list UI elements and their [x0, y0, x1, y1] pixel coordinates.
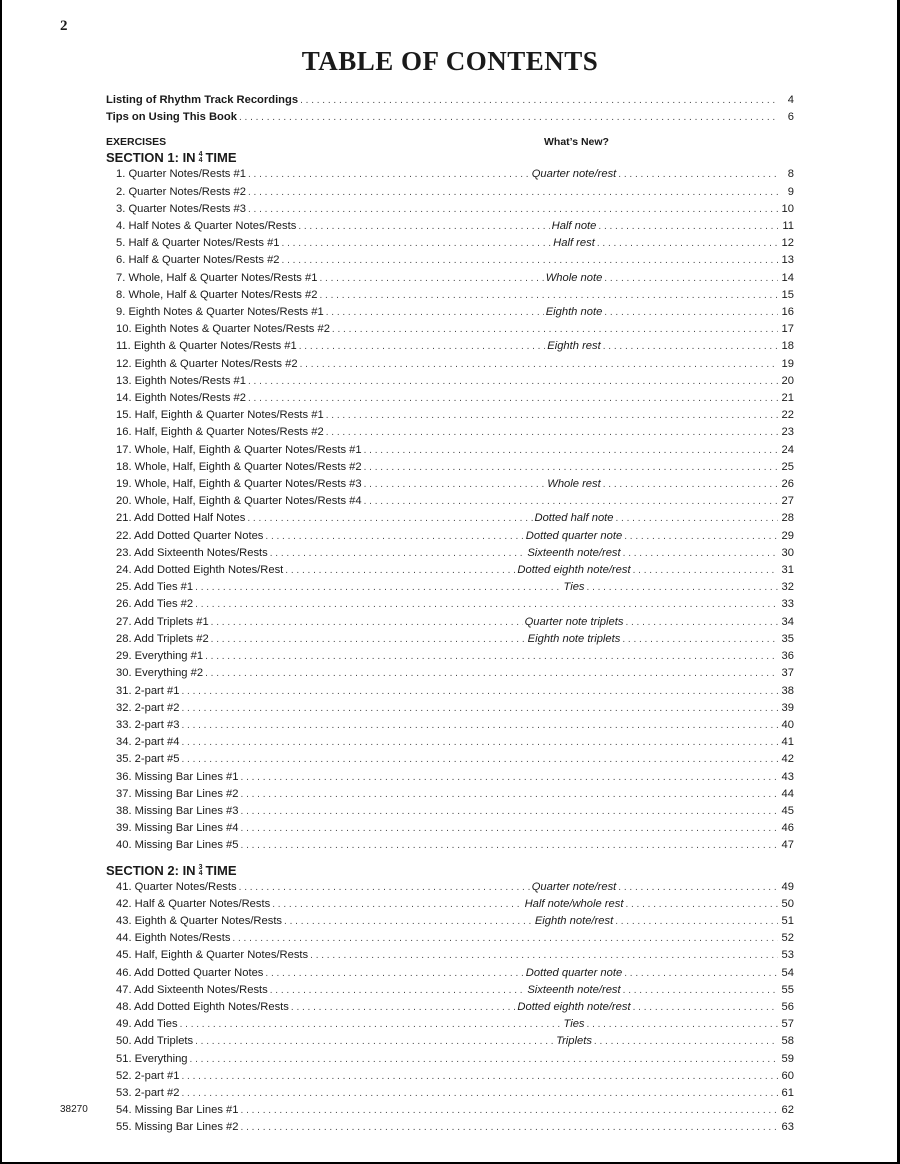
entry-label: 40. Missing Bar Lines #5	[116, 839, 239, 852]
whats-new-note: Triplets	[556, 1035, 592, 1048]
entry-label: 20. Whole, Half, Eighth & Quarter Notes/Rests #4	[116, 495, 362, 508]
entry-label: 55. Missing Bar Lines #2	[116, 1121, 239, 1134]
entry-label: 44. Eighth Notes/Rests	[116, 932, 231, 945]
entry-label: 24. Add Dotted Eighth Notes/Rest	[116, 564, 284, 577]
toc-entry[interactable]	[106, 510, 794, 527]
entry-label: 42. Half & Quarter Notes/Rests	[116, 897, 271, 910]
entry-page-number: 36	[781, 650, 794, 663]
entry-page-number: 23	[781, 426, 794, 439]
toc-entry[interactable]	[106, 373, 794, 390]
toc-entry[interactable]	[106, 947, 794, 964]
toc-entry[interactable]	[106, 356, 794, 373]
section-2-suffix: TIME	[205, 862, 237, 878]
dot-leader	[587, 580, 778, 596]
whats-new-note: Dotted eighth note/rest	[517, 564, 631, 577]
entry-page-number: 39	[781, 701, 794, 714]
toc-entry[interactable]	[106, 896, 794, 913]
dot-leader	[181, 1069, 778, 1085]
dot-leader	[270, 546, 526, 562]
dot-leader	[211, 615, 523, 631]
toc-entry[interactable]	[106, 879, 794, 896]
dot-leader	[284, 914, 533, 930]
toc-entry[interactable]	[106, 734, 794, 751]
dot-leader	[300, 93, 778, 109]
entry-page-number: 57	[781, 1018, 794, 1031]
entry-page-number: 26	[781, 478, 794, 491]
entry-label: 46. Add Dotted Quarter Notes	[116, 966, 264, 979]
whats-new-note: Half note/whole rest	[524, 897, 624, 910]
time-signature-bottom: 4	[198, 157, 203, 165]
toc-entry[interactable]	[106, 109, 794, 126]
entry-page-number: 34	[781, 615, 794, 628]
entry-page-number: 22	[781, 409, 794, 422]
entry-label: 28. Add Triplets #2	[116, 632, 209, 645]
entry-label: 43. Eighth & Quarter Notes/Rests	[116, 914, 283, 927]
entry-label: 35. 2-part #5	[116, 753, 180, 766]
top-entries	[106, 92, 794, 126]
entry-page-number: 12	[781, 237, 794, 250]
dot-leader	[265, 966, 523, 982]
dot-leader	[181, 752, 778, 768]
dot-leader	[211, 632, 526, 648]
toc-entry[interactable]	[106, 166, 794, 183]
whats-new-note: Sixteenth note/rest	[527, 983, 621, 996]
time-signature-bottom: 4	[198, 869, 203, 877]
toc-entry[interactable]	[106, 184, 794, 201]
dot-leader	[618, 167, 778, 183]
entry-page-number: 8	[787, 168, 794, 181]
entry-page-number: 4	[787, 94, 794, 106]
toc-entry[interactable]	[106, 965, 794, 982]
dot-leader	[326, 425, 778, 441]
toc-entry[interactable]	[106, 751, 794, 768]
toc-entry[interactable]	[106, 579, 794, 596]
entry-label: 11. Eighth & Quarter Notes/Rests #1	[116, 340, 297, 353]
entry-label: 32. 2-part #2	[116, 701, 180, 714]
dot-leader	[625, 897, 778, 913]
entry-label: 13. Eighth Notes/Rests #1	[116, 374, 246, 387]
dot-leader	[624, 966, 778, 982]
entry-label: 15. Half, Eighth & Quarter Notes/Rests #1	[116, 409, 324, 422]
catalog-number: 38270	[60, 1104, 88, 1115]
section-1-list	[106, 166, 794, 854]
dot-leader	[597, 236, 778, 252]
dot-leader	[205, 666, 778, 682]
time-signature-top: 4	[198, 151, 203, 159]
toc-entry[interactable]	[106, 493, 794, 510]
toc-entry[interactable]	[106, 631, 794, 648]
dot-leader	[598, 219, 778, 235]
entry-label: 22. Add Dotted Quarter Notes	[116, 529, 264, 542]
dot-leader	[248, 185, 778, 201]
entry-label: 54. Missing Bar Lines #1	[116, 1104, 239, 1117]
entry-label: 18. Whole, Half, Eighth & Quarter Notes/Rests #2	[116, 460, 362, 473]
dot-leader	[623, 546, 778, 562]
entry-label: 3. Quarter Notes/Rests #3	[116, 202, 246, 215]
entry-label: 21. Add Dotted Half Notes	[116, 512, 246, 525]
whats-new-note: Eighth note	[545, 306, 603, 319]
toc-entry[interactable]	[106, 596, 794, 613]
dot-leader	[633, 1000, 778, 1016]
entry-page-number: 30	[781, 546, 794, 559]
toc-entry[interactable]	[106, 648, 794, 665]
entry-label: 16. Half, Eighth & Quarter Notes/Rests #2	[116, 426, 324, 439]
section-2-list	[106, 879, 794, 1137]
section-1-suffix: TIME	[205, 150, 237, 166]
section-2-prefix: SECTION 2: IN	[106, 862, 196, 878]
toc-entry[interactable]	[106, 820, 794, 837]
entry-page-number: 60	[781, 1069, 794, 1082]
toc-entry[interactable]	[106, 235, 794, 252]
entry-page-number: 45	[781, 804, 794, 817]
toc-entry[interactable]	[106, 665, 794, 682]
toc-entry[interactable]	[106, 769, 794, 786]
entry-label: 33. 2-part #3	[116, 718, 180, 731]
whats-new-note: Eighth rest	[547, 340, 601, 353]
dot-leader	[181, 684, 778, 700]
entry-label: 45. Half, Eighth & Quarter Notes/Rests	[116, 949, 309, 962]
entry-page-number: 9	[787, 185, 794, 198]
dot-leader	[247, 511, 532, 527]
toc-entry[interactable]	[106, 407, 794, 424]
entry-label: 41. Quarter Notes/Rests	[116, 880, 237, 893]
time-signature-4-4	[199, 152, 203, 164]
section-1-prefix: SECTION 1: IN	[106, 150, 196, 166]
time-signature-3-4	[199, 865, 203, 877]
entry-page-number: 37	[781, 667, 794, 680]
entry-page-number: 50	[781, 897, 794, 910]
entry-label: 2. Quarter Notes/Rests #2	[116, 185, 246, 198]
dot-leader	[594, 1034, 778, 1050]
entry-label: 19. Whole, Half, Eighth & Quarter Notes/Rests #3	[116, 478, 362, 491]
entry-page-number: 31	[781, 564, 794, 577]
whats-new-note: Quarter note triplets	[524, 615, 624, 628]
entry-page-number: 25	[781, 460, 794, 473]
toc-entry[interactable]	[106, 424, 794, 441]
entry-page-number: 18	[781, 340, 794, 353]
dot-leader	[241, 770, 778, 786]
toc-entry[interactable]	[106, 304, 794, 321]
toc-entry[interactable]	[106, 390, 794, 407]
dot-leader	[299, 339, 546, 355]
toc-entry[interactable]	[106, 1051, 794, 1068]
whats-new-note: Dotted half note	[534, 512, 614, 525]
entry-page-number: 54	[781, 966, 794, 979]
entry-page-number: 55	[781, 983, 794, 996]
entry-label: 29. Everything #1	[116, 650, 204, 663]
dot-leader	[633, 563, 778, 579]
dot-leader	[265, 529, 523, 545]
dot-leader	[622, 632, 778, 648]
dot-leader	[248, 202, 778, 218]
entry-page-number: 46	[781, 822, 794, 835]
dot-leader	[364, 494, 778, 510]
entry-label: 14. Eighth Notes/Rests #2	[116, 392, 246, 405]
dot-leader	[604, 271, 778, 287]
dot-leader	[239, 880, 530, 896]
toc-entry[interactable]	[106, 803, 794, 820]
toc-entry[interactable]	[106, 201, 794, 218]
toc-entry[interactable]	[106, 92, 794, 109]
whats-new-note: Whole note	[545, 271, 603, 284]
dot-leader	[181, 735, 778, 751]
entry-label: 36. Missing Bar Lines #1	[116, 770, 239, 783]
dot-leader	[364, 460, 778, 476]
entry-label: 34. 2-part #4	[116, 736, 180, 749]
whats-new-note: Quarter note/rest	[531, 880, 617, 893]
entry-label: 9. Eighth Notes & Quarter Notes/Rests #1	[116, 306, 324, 319]
toc-entry[interactable]	[106, 837, 794, 854]
entry-page-number: 38	[781, 684, 794, 697]
dot-leader	[625, 615, 778, 631]
toc-entry[interactable]	[106, 786, 794, 803]
page-edge-left	[0, 0, 2, 1164]
toc-entry[interactable]	[106, 683, 794, 700]
dot-leader	[615, 914, 778, 930]
dot-leader	[272, 897, 522, 913]
dot-leader	[319, 288, 778, 304]
dot-leader	[241, 804, 778, 820]
dot-leader	[282, 236, 552, 252]
whats-new-note: Sixteenth note/rest	[527, 546, 621, 559]
entry-label: Tips on Using This Book	[106, 111, 237, 124]
entry-page-number: 17	[781, 323, 794, 336]
entry-page-number: 43	[781, 770, 794, 783]
entry-page-number: 14	[781, 271, 794, 284]
toc-entry[interactable]	[106, 614, 794, 631]
dot-leader	[232, 931, 778, 947]
whats-new-note: Ties	[563, 581, 585, 594]
entry-page-number: 44	[781, 787, 794, 800]
entry-label: 48. Add Dotted Eighth Notes/Rests	[116, 1000, 289, 1013]
toc-entry[interactable]	[106, 545, 794, 562]
entry-label: Listing of Rhythm Track Recordings	[106, 94, 299, 106]
dot-leader	[326, 408, 778, 424]
whats-new-note: Eighth note/rest	[534, 914, 614, 927]
toc-content	[106, 92, 794, 1137]
dot-leader	[310, 948, 778, 964]
entry-page-number: 49	[781, 880, 794, 893]
entry-label: 6. Half & Quarter Notes/Rests #2	[116, 254, 280, 267]
entry-page-number: 58	[781, 1035, 794, 1048]
entry-page-number: 40	[781, 718, 794, 731]
entry-label: 51. Everything	[116, 1052, 188, 1065]
entry-label: 31. 2-part #1	[116, 684, 180, 697]
dot-leader	[616, 511, 779, 527]
entry-page-number: 35	[781, 632, 794, 645]
toc-entry[interactable]	[106, 982, 794, 999]
dot-leader	[205, 649, 778, 665]
dot-leader	[181, 1086, 778, 1102]
toc-entry[interactable]	[106, 913, 794, 930]
entry-page-number: 62	[781, 1104, 794, 1117]
whats-new-note: Dotted quarter note	[525, 966, 623, 979]
toc-entry[interactable]	[106, 442, 794, 459]
toc-entry[interactable]	[106, 1068, 794, 1085]
whats-new-note: Quarter note/rest	[531, 168, 617, 181]
entry-page-number: 11	[782, 220, 794, 233]
entry-label: 30. Everything #2	[116, 667, 204, 680]
entry-page-number: 47	[781, 839, 794, 852]
whats-new-note: Eighth note triplets	[527, 632, 621, 645]
toc-entry[interactable]	[106, 459, 794, 476]
entry-label: 39. Missing Bar Lines #4	[116, 822, 239, 835]
time-signature-top: 3	[198, 863, 203, 871]
toc-entry[interactable]	[106, 999, 794, 1016]
entry-page-number: 56	[781, 1000, 794, 1013]
dot-leader	[195, 597, 778, 613]
entry-label: 17. Whole, Half, Eighth & Quarter Notes/Rests #1	[116, 443, 362, 456]
entry-page-number: 63	[781, 1121, 794, 1134]
dot-leader	[241, 1120, 778, 1136]
entry-page-number: 24	[781, 443, 794, 456]
dot-leader	[181, 701, 778, 717]
toc-entry[interactable]	[106, 1102, 794, 1119]
entry-page-number: 52	[781, 932, 794, 945]
dot-leader	[604, 305, 778, 321]
toc-entry[interactable]	[106, 930, 794, 947]
toc-entry[interactable]	[106, 528, 794, 545]
dot-leader	[364, 477, 546, 493]
entry-page-number: 13	[781, 254, 794, 267]
entry-label: 4. Half Notes & Quarter Notes/Rests	[116, 220, 297, 233]
toc-entry[interactable]	[106, 562, 794, 579]
dot-leader	[190, 1052, 778, 1068]
toc-entry[interactable]	[106, 252, 794, 269]
toc-entry[interactable]	[106, 1119, 794, 1136]
whats-new-note: Ties	[563, 1018, 585, 1031]
toc-entry[interactable]	[106, 218, 794, 235]
dot-leader	[326, 305, 544, 321]
toc-entry[interactable]	[106, 338, 794, 355]
dot-leader	[587, 1017, 778, 1033]
dot-leader	[298, 219, 549, 235]
dot-leader	[180, 1017, 562, 1033]
entry-label: 10. Eighth Notes & Quarter Notes/Rests #2	[116, 323, 330, 336]
entry-page-number: 53	[781, 949, 794, 962]
toc-entry[interactable]	[106, 476, 794, 493]
dot-leader	[181, 718, 778, 734]
entry-label: 37. Missing Bar Lines #2	[116, 787, 239, 800]
whats-new-header: What’s New?	[544, 136, 609, 149]
entry-label: 27. Add Triplets #1	[116, 615, 209, 628]
entry-label: 52. 2-part #1	[116, 1069, 180, 1082]
entry-page-number: 16	[781, 306, 794, 319]
entry-page-number: 51	[781, 914, 794, 927]
exercises-header: EXERCISES	[106, 136, 167, 149]
entry-page-number: 15	[781, 288, 794, 301]
dot-leader	[248, 374, 778, 390]
dot-leader	[195, 580, 561, 596]
toc-entry[interactable]	[106, 1033, 794, 1050]
entry-page-number: 19	[781, 357, 794, 370]
entry-page-number: 41	[781, 736, 794, 749]
column-headers	[106, 135, 794, 149]
entry-label: 47. Add Sixteenth Notes/Rests	[116, 983, 268, 996]
entry-page-number: 59	[781, 1052, 794, 1065]
entry-label: 50. Add Triplets	[116, 1035, 194, 1048]
dot-leader	[241, 821, 778, 837]
dot-leader	[239, 110, 778, 126]
entry-page-number: 32	[781, 581, 794, 594]
entry-page-number: 61	[781, 1086, 794, 1099]
dot-leader	[241, 838, 778, 854]
entry-label: 38. Missing Bar Lines #3	[116, 804, 239, 817]
toc-entry[interactable]	[106, 700, 794, 717]
entry-page-number: 29	[781, 529, 794, 542]
dot-leader	[624, 529, 778, 545]
toc-entry[interactable]	[106, 1016, 794, 1033]
entry-label: 12. Eighth & Quarter Notes/Rests #2	[116, 357, 298, 370]
dot-leader	[291, 1000, 516, 1016]
dot-leader	[603, 339, 778, 355]
entry-page-number: 20	[781, 374, 794, 387]
dot-leader	[285, 563, 515, 579]
entry-label: 1. Quarter Notes/Rests #1	[116, 168, 246, 181]
dot-leader	[364, 443, 778, 459]
entry-page-number: 42	[781, 753, 794, 766]
whats-new-note: Dotted quarter note	[525, 529, 623, 542]
whats-new-note: Whole rest	[547, 478, 601, 491]
entry-label: 7. Whole, Half & Quarter Notes/Rests #1	[116, 271, 318, 284]
dot-leader	[618, 880, 778, 896]
section-2-heading	[106, 863, 794, 879]
dot-leader	[270, 983, 526, 999]
toc-entry[interactable]	[106, 1085, 794, 1102]
toc-entry[interactable]	[106, 287, 794, 304]
toc-entry[interactable]	[106, 270, 794, 287]
dot-leader	[282, 253, 778, 269]
dot-leader	[241, 1103, 778, 1119]
page-number: 2	[60, 18, 68, 34]
entry-label: 23. Add Sixteenth Notes/Rests	[116, 546, 268, 559]
dot-leader	[248, 391, 778, 407]
whats-new-note: Dotted eighth note/rest	[517, 1000, 631, 1013]
entry-page-number: 27	[781, 495, 794, 508]
entry-page-number: 6	[787, 111, 794, 124]
dot-leader	[195, 1034, 554, 1050]
entry-page-number: 21	[781, 392, 794, 405]
entry-page-number: 28	[781, 512, 794, 525]
dot-leader	[248, 167, 530, 183]
entry-label: 8. Whole, Half & Quarter Notes/Rests #2	[116, 288, 318, 301]
entry-label: 26. Add Ties #2	[116, 598, 194, 611]
whats-new-note: Half rest	[553, 237, 595, 250]
entry-page-number: 10	[781, 202, 794, 215]
dot-leader	[623, 983, 778, 999]
entry-label: 49. Add Ties	[116, 1018, 178, 1031]
dot-leader	[332, 322, 778, 338]
entry-label: 5. Half & Quarter Notes/Rests #1	[116, 237, 280, 250]
entry-page-number: 33	[781, 598, 794, 611]
entry-label: 53. 2-part #2	[116, 1086, 180, 1099]
entry-label: 25. Add Ties #1	[116, 581, 194, 594]
dot-leader	[241, 787, 778, 803]
dot-leader	[603, 477, 778, 493]
section-1-heading	[106, 150, 794, 166]
toc-entry[interactable]	[106, 717, 794, 734]
dot-leader	[319, 271, 543, 287]
toc-entry[interactable]	[106, 321, 794, 338]
page-title: TABLE OF CONTENTS	[301, 46, 599, 76]
dot-leader	[300, 357, 778, 373]
whats-new-note: Half note	[551, 220, 597, 233]
